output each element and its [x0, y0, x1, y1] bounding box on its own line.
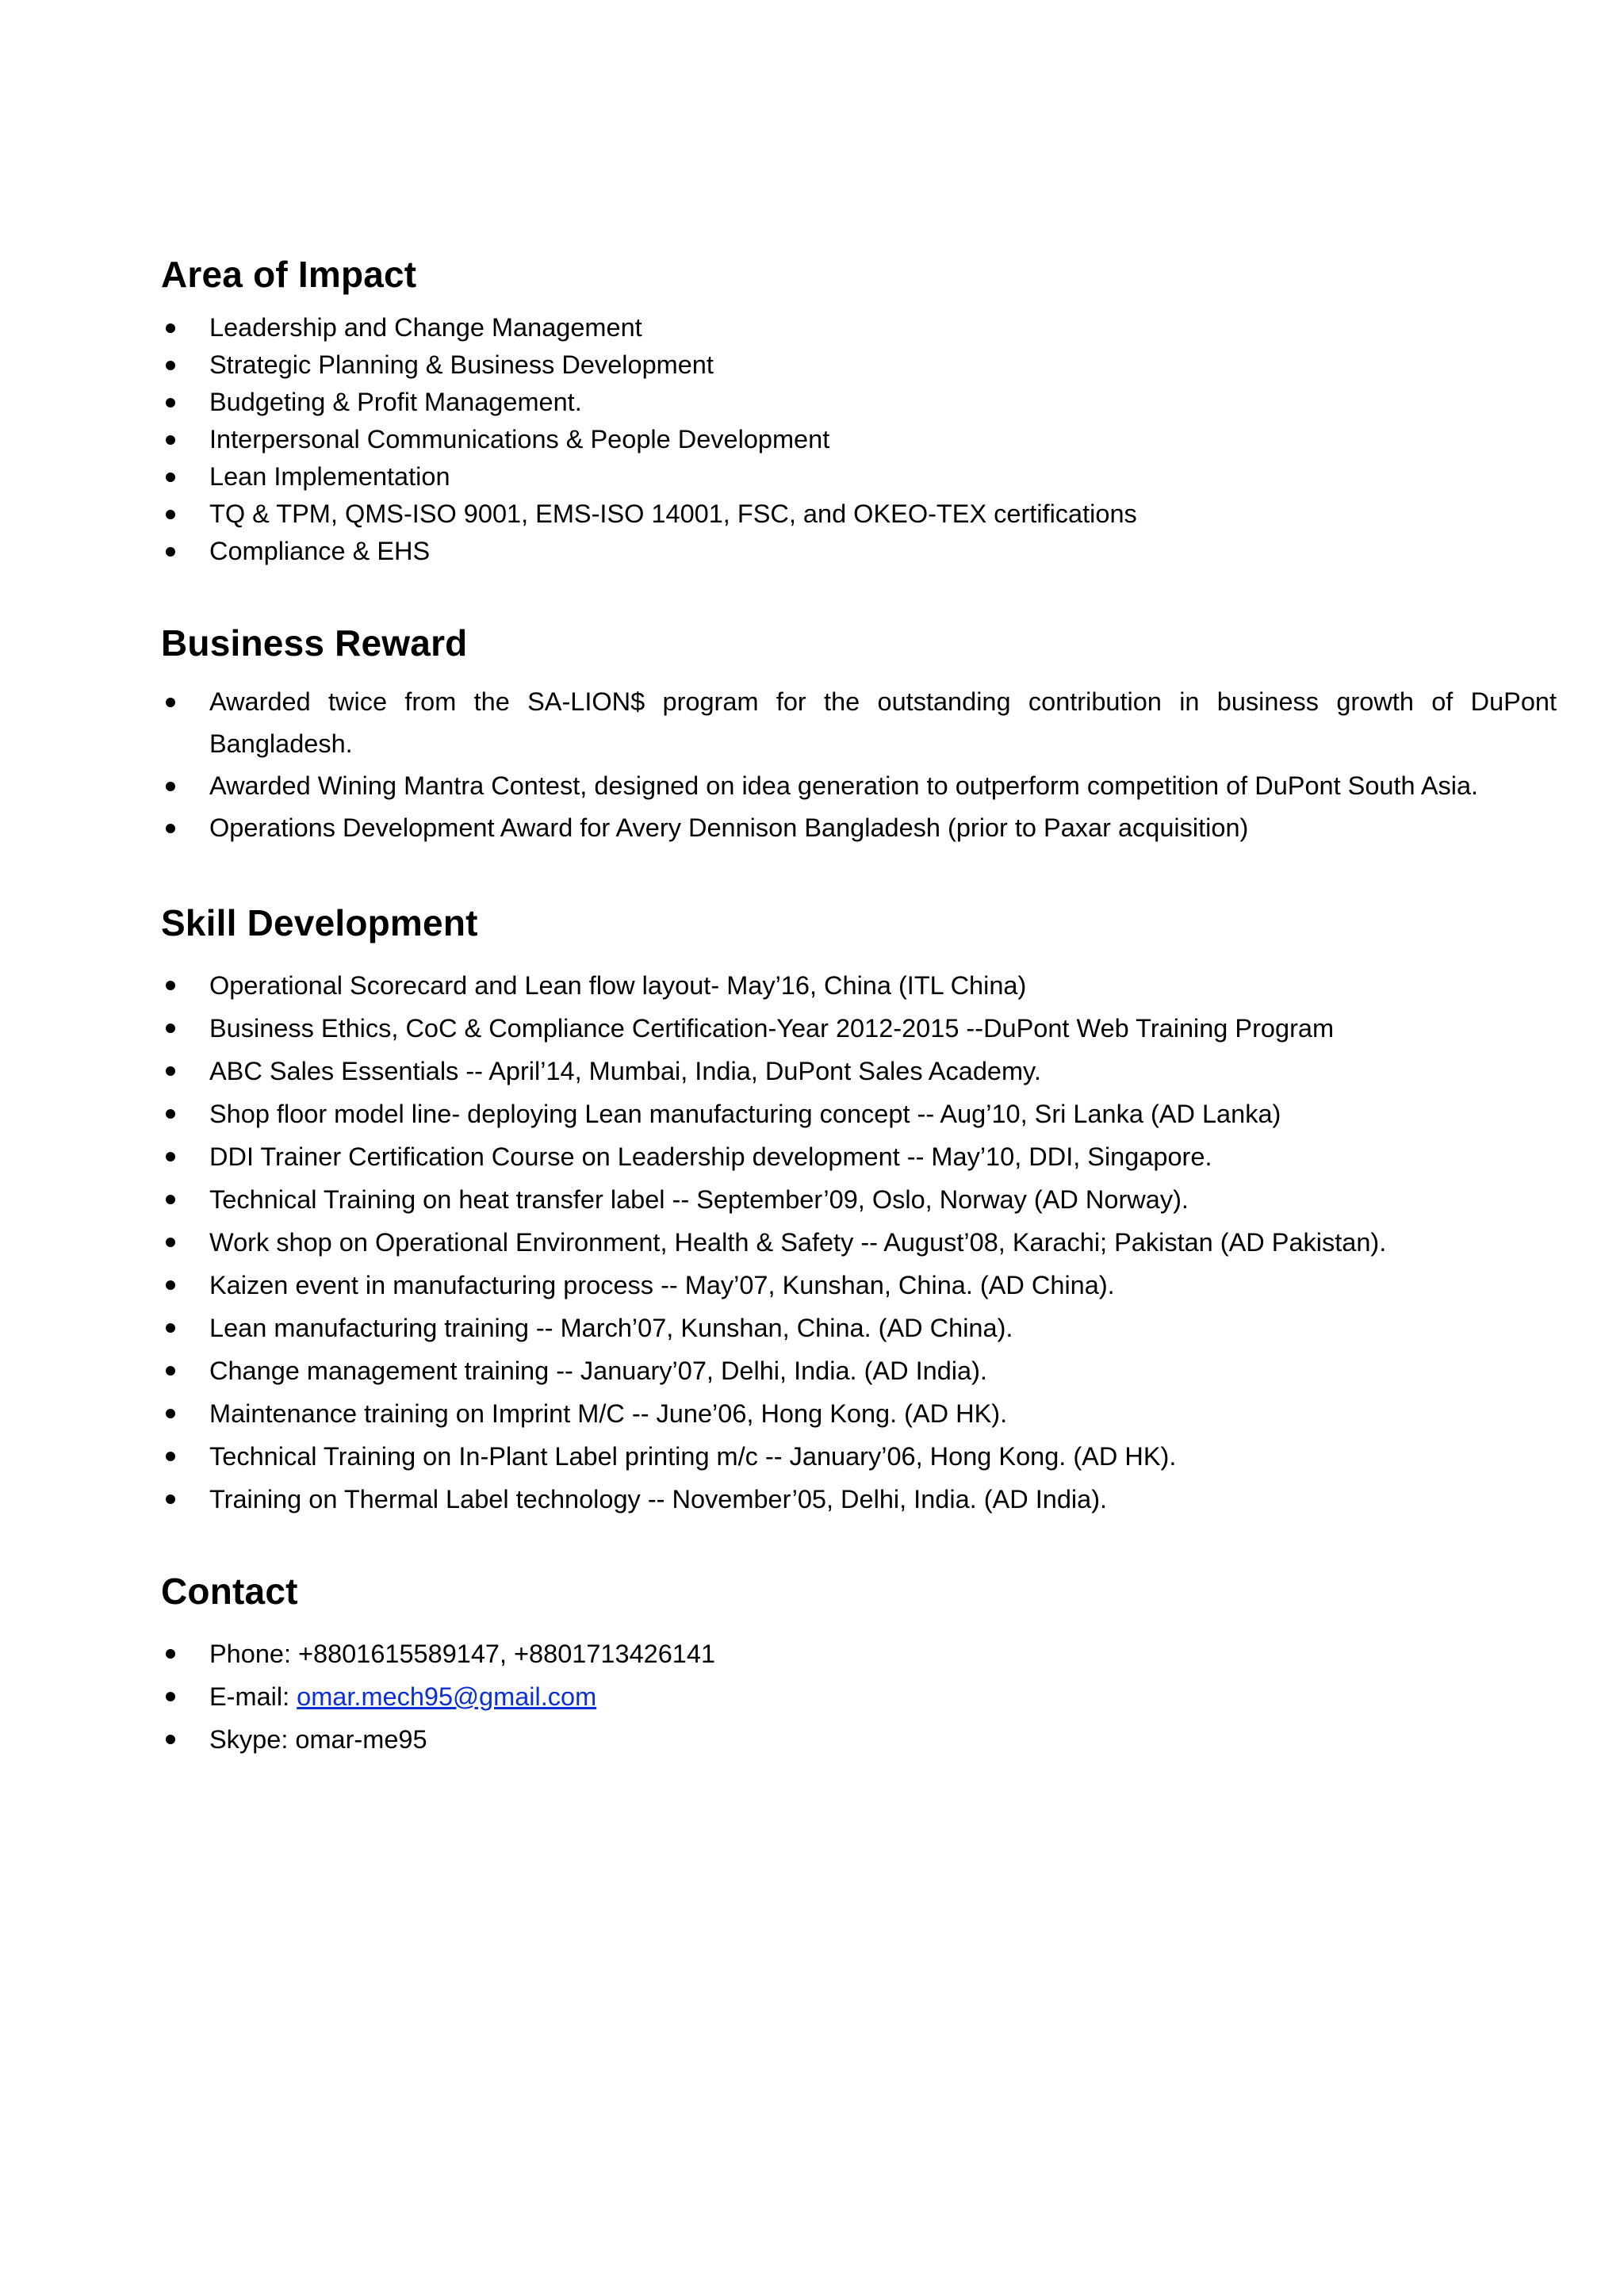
list-item-text: Work shop on Operational Environment, Health & Safety -- August’08, Karachi; Pakistan (AD Pakistan). — [209, 1228, 1387, 1257]
bullet-list — [161, 681, 1557, 849]
bullet-icon — [166, 1066, 175, 1076]
list-item-text: Operational Scorecard and Lean flow layout- May’16, China (ITL China) — [209, 971, 1027, 1000]
list-item-text: Strategic Planning & Business Development — [209, 350, 714, 379]
skype-value: omar-me95 — [295, 1725, 427, 1754]
list-item — [161, 1093, 1557, 1135]
list-item-text: Lean manufacturing training -- March’07, Kunshan, China. (AD China). — [209, 1314, 1013, 1342]
email-link[interactable]: omar.mech95@gmail.com — [297, 1682, 597, 1711]
list-item — [161, 681, 1557, 765]
list-item — [161, 346, 1557, 384]
bullet-icon — [166, 1649, 175, 1659]
list-item — [161, 384, 1557, 421]
bullet-icon — [166, 1692, 175, 1701]
email-label: E-mail: — [209, 1682, 297, 1711]
list-item — [161, 765, 1557, 807]
bullet-icon — [166, 1024, 175, 1033]
bullet-icon — [166, 1238, 175, 1247]
list-item — [161, 1050, 1557, 1093]
bullet-icon — [166, 323, 175, 333]
contact-phone — [161, 1632, 1557, 1675]
list-item — [161, 421, 1557, 458]
list-item — [161, 1221, 1557, 1264]
bullet-icon — [166, 361, 175, 370]
section-heading: Area of Impact — [161, 254, 417, 295]
list-item-text: Lean Implementation — [209, 462, 450, 491]
list-item-text: Maintenance training on Imprint M/C -- June’06, Hong Kong. (AD HK). — [209, 1399, 1008, 1428]
section-heading: Skill Development — [161, 902, 478, 943]
list-item-text: Interpersonal Communications & People Development — [209, 425, 830, 453]
bullet-icon — [166, 698, 175, 707]
list-item-text: Leadership and Change Management — [209, 313, 642, 342]
bullet-icon — [166, 435, 175, 445]
bullet-icon — [166, 510, 175, 519]
bullet-list — [161, 1632, 1557, 1761]
list-item-text: Technical Training on heat transfer label -- September’09, Oslo, Norway (AD Norway). — [209, 1185, 1189, 1214]
contact-skype — [161, 1718, 1557, 1761]
list-item-text: Business Ethics, CoC & Compliance Certification-Year 2012-2015 --DuPont Web Training Program — [209, 1014, 1335, 1043]
list-item-text: Change management training -- January’07, Delhi, India. (AD India). — [209, 1357, 987, 1385]
list-item-text: Compliance & EHS — [209, 537, 431, 565]
bullet-icon — [166, 1735, 175, 1744]
bullet-icon — [166, 1195, 175, 1204]
list-item — [161, 458, 1557, 496]
list-item-text: Operations Development Award for Avery Dennison Bangladesh (prior to Paxar acquisition) — [209, 813, 1249, 842]
list-item-text: Technical Training on In-Plant Label printing m/c -- January’06, Hong Kong. (AD HK). — [209, 1442, 1177, 1471]
list-item — [161, 1307, 1557, 1349]
phone-value: +8801615589147, +8801713426141 — [298, 1640, 716, 1668]
list-item — [161, 1178, 1557, 1221]
list-item-text: Shop floor model line- deploying Lean manufacturing concept -- Aug’10, Sri Lanka (AD Lanka) — [209, 1100, 1281, 1128]
bullet-icon — [166, 1366, 175, 1376]
list-item-text: DDI Trainer Certification Course on Leadership development -- May’10, DDI, Singapore. — [209, 1142, 1212, 1171]
list-item — [161, 1435, 1557, 1478]
list-item — [161, 1135, 1557, 1178]
list-item-text: TQ & TPM, QMS-ISO 9001, EMS-ISO 14001, FSC, and OKEO-TEX certifications — [209, 499, 1137, 528]
list-item — [161, 1007, 1557, 1050]
section-heading: Contact — [161, 1571, 298, 1612]
section-contact — [161, 1567, 1557, 1761]
list-item-text: Awarded twice from the SA-LION$ program for the outstanding contribution in business growth of DuPont Bangladesh. — [209, 687, 1557, 758]
section-area-of-impact — [161, 251, 1557, 570]
list-item — [161, 1264, 1557, 1307]
list-item — [161, 964, 1557, 1007]
bullet-icon — [166, 1152, 175, 1161]
phone-label: Phone: — [209, 1640, 299, 1668]
list-item-text: Kaizen event in manufacturing process -- May’07, Kunshan, China. (AD China). — [209, 1271, 1115, 1299]
list-item-text: Awarded Wining Mantra Contest, designed on idea generation to outperform competition of DuPont South Asia. — [209, 771, 1479, 800]
bullet-icon — [166, 782, 175, 791]
bullet-icon — [166, 1452, 175, 1461]
list-item-text: Budgeting & Profit Management. — [209, 388, 582, 416]
list-item — [161, 533, 1557, 570]
list-item — [161, 309, 1557, 346]
bullet-list — [161, 309, 1557, 570]
list-item — [161, 496, 1557, 533]
bullet-icon — [166, 1109, 175, 1119]
list-item-text: ABC Sales Essentials -- April’14, Mumbai, India, DuPont Sales Academy. — [209, 1057, 1041, 1085]
contact-email — [161, 1675, 1557, 1718]
list-item — [161, 1392, 1557, 1435]
bullet-icon — [166, 824, 175, 833]
bullet-icon — [166, 981, 175, 990]
skype-label: Skype: — [209, 1725, 296, 1754]
bullet-icon — [166, 547, 175, 557]
list-item — [161, 1478, 1557, 1521]
section-skill-development — [161, 899, 1557, 1521]
bullet-icon — [166, 1409, 175, 1418]
bullet-icon — [166, 1323, 175, 1333]
bullet-icon — [166, 398, 175, 408]
bullet-icon — [166, 1494, 175, 1504]
section-heading: Business Reward — [161, 622, 468, 664]
bullet-icon — [166, 473, 175, 482]
bullet-list — [161, 964, 1557, 1521]
bullet-icon — [166, 1280, 175, 1290]
list-item-text: Training on Thermal Label technology -- November’05, Delhi, India. (AD India). — [209, 1485, 1108, 1513]
list-item — [161, 1349, 1557, 1392]
section-business-reward — [161, 619, 1557, 849]
list-item — [161, 807, 1557, 849]
